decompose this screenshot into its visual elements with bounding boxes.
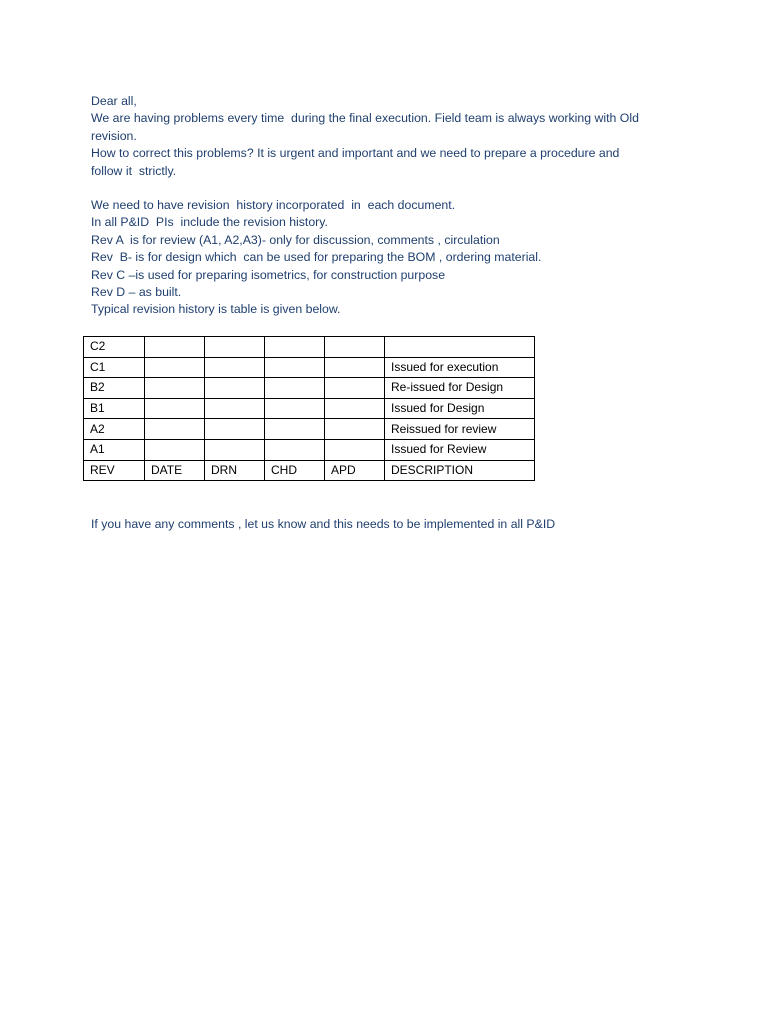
intro-paragraph xyxy=(91,93,691,180)
rev-cell: C1 xyxy=(84,357,145,378)
apd-cell xyxy=(325,378,385,399)
drn-cell xyxy=(205,337,265,358)
question-line-cont: follow it strictly. xyxy=(91,163,177,178)
problem-line-cont: revision. xyxy=(91,128,137,143)
date-cell xyxy=(145,357,205,378)
rule-line-rev-b: Rev B- is for design which can be used for preparing the BOM , ordering material. xyxy=(91,250,542,265)
description-cell: Reissued for review xyxy=(385,419,535,440)
chd-cell xyxy=(265,337,325,358)
revision-rules-paragraph xyxy=(91,197,691,319)
apd-cell xyxy=(325,337,385,358)
apd-cell xyxy=(325,419,385,440)
drn-cell xyxy=(205,419,265,440)
drn-cell xyxy=(205,398,265,419)
apd-cell xyxy=(325,357,385,378)
table-row xyxy=(84,398,535,419)
description-cell: Issued for execution xyxy=(385,357,535,378)
chd-cell xyxy=(265,378,325,399)
drn-cell xyxy=(205,378,265,399)
date-cell xyxy=(145,439,205,460)
revision-history-table xyxy=(83,336,535,481)
date-cell xyxy=(145,337,205,358)
problem-line: We are having problems every time during the final execution. Field team is always working with Old xyxy=(91,111,639,126)
question-line: How to correct this problems? It is urgent and important and we need to prepare a procedure and xyxy=(91,146,620,161)
table-row xyxy=(84,357,535,378)
rev-cell: B1 xyxy=(84,398,145,419)
table-row xyxy=(84,378,535,399)
rule-line-1: We need to have revision history incorporated in each document. xyxy=(91,198,456,212)
rev-cell: A2 xyxy=(84,419,145,440)
date-header: DATE xyxy=(145,460,205,481)
description-cell: Re-issued for Design xyxy=(385,378,535,399)
apd-cell xyxy=(325,398,385,419)
chd-cell xyxy=(265,419,325,440)
description-header: DESCRIPTION xyxy=(385,460,535,481)
chd-cell xyxy=(265,439,325,460)
rule-line-rev-a: Rev A is for review (A1, A2,A3)- only for discussion, comments , circulation xyxy=(91,232,500,247)
date-cell xyxy=(145,378,205,399)
rev-cell: C2 xyxy=(84,337,145,358)
chd-header: CHD xyxy=(265,460,325,481)
rule-line-table-intro: Typical revision history is table is given below. xyxy=(91,302,341,317)
description-cell: Issued for Review xyxy=(385,439,535,460)
table-row xyxy=(84,419,535,440)
rev-cell: A1 xyxy=(84,439,145,460)
chd-cell xyxy=(265,357,325,378)
greeting-line: Dear all, xyxy=(91,94,137,108)
description-cell xyxy=(385,337,535,358)
table-header-row xyxy=(84,460,535,481)
drn-cell xyxy=(205,439,265,460)
apd-header: APD xyxy=(325,460,385,481)
date-cell xyxy=(145,419,205,440)
drn-cell xyxy=(205,357,265,378)
table-row xyxy=(84,439,535,460)
date-cell xyxy=(145,398,205,419)
drn-header: DRN xyxy=(205,460,265,481)
rev-cell: B2 xyxy=(84,378,145,399)
rule-line-rev-c: Rev C –is used for preparing isometrics, for construction purpose xyxy=(91,267,446,282)
description-cell: Issued for Design xyxy=(385,398,535,419)
closing-paragraph xyxy=(91,516,691,533)
closing-line: If you have any comments , let us know and this needs to be implemented in all P&ID xyxy=(91,517,556,531)
chd-cell xyxy=(265,398,325,419)
table-row xyxy=(84,337,535,358)
apd-cell xyxy=(325,439,385,460)
rule-line-2: In all P&ID PIs include the revision history. xyxy=(91,215,328,230)
rev-header: REV xyxy=(84,460,145,481)
rule-line-rev-d: Rev D – as built. xyxy=(91,285,182,300)
